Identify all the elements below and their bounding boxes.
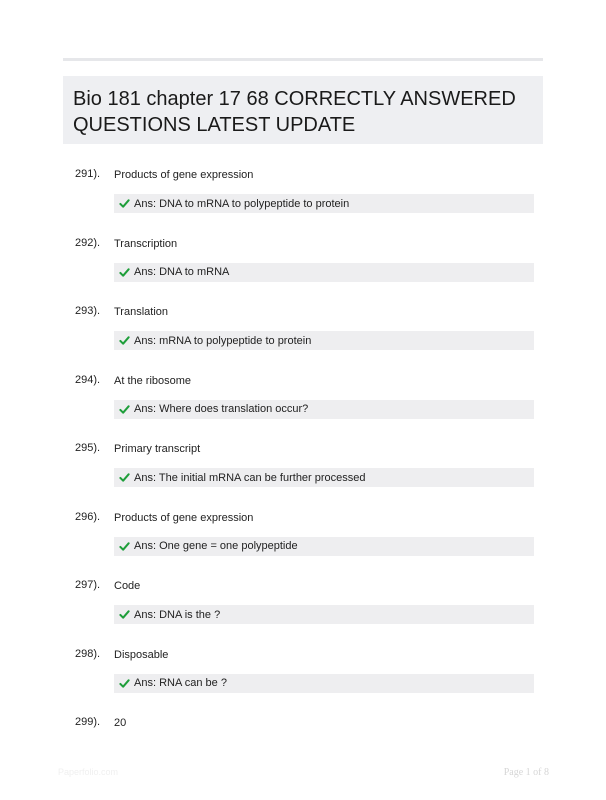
question-number: 298). <box>75 647 101 660</box>
question-text: At the ribosome <box>114 374 192 387</box>
answer-text: Ans: mRNA to polypeptide to protein <box>134 334 312 347</box>
answer-text: Ans: DNA to mRNA <box>134 266 230 278</box>
question-number: 297). <box>75 579 101 591</box>
question-list <box>63 166 543 783</box>
question-item <box>63 166 543 235</box>
answer-text: Ans: DNA to mRNA to polypeptide to protein <box>134 197 350 210</box>
question-text: Primary transcript <box>114 443 201 455</box>
answer-box <box>114 331 534 350</box>
answer-text: Ans: Where does translation occur? <box>134 403 309 415</box>
question-number: 291). <box>75 168 101 180</box>
question-text: Products of gene expression <box>114 169 254 181</box>
question-number: 292). <box>75 236 101 249</box>
title-box <box>63 76 543 144</box>
check-icon <box>119 198 130 209</box>
answer-box <box>114 605 534 624</box>
question-item <box>63 372 543 441</box>
question-item <box>63 303 543 372</box>
answer-box <box>114 537 534 556</box>
question-number: 299). <box>75 716 101 728</box>
check-icon <box>119 678 130 689</box>
footer-watermark: Paperfolio.com <box>58 767 119 777</box>
check-icon <box>119 267 130 278</box>
check-icon <box>119 541 130 552</box>
question-number: 295). <box>75 442 101 454</box>
answer-text: Ans: DNA is the ? <box>134 608 221 621</box>
question-item <box>63 440 543 509</box>
question-number: 293). <box>75 305 101 317</box>
question-item <box>63 509 543 578</box>
check-icon <box>119 335 130 346</box>
check-icon <box>119 609 130 620</box>
question-number: 294). <box>75 373 101 386</box>
check-icon <box>119 472 130 483</box>
top-divider <box>63 58 543 61</box>
answer-box <box>114 674 534 693</box>
answer-text: Ans: One gene = one polypeptide <box>134 540 298 552</box>
answer-text: Ans: The initial mRNA can be further processed <box>134 471 366 484</box>
question-item <box>63 235 543 304</box>
question-text: Products of gene expression <box>114 511 254 524</box>
question-text: Transcription <box>114 237 178 250</box>
answer-box <box>114 468 534 487</box>
answer-box <box>114 400 534 419</box>
page-number: Page 1 of 8 <box>503 767 549 778</box>
question-text: 20 <box>114 717 127 729</box>
answer-box <box>114 263 534 282</box>
question-item <box>63 577 543 646</box>
page-title: Bio 181 chapter 17 68 CORRECTLY ANSWERED QUESTIONS LATEST UPDATE <box>73 88 516 136</box>
answer-box <box>114 194 534 213</box>
question-text: Disposable <box>114 648 169 661</box>
question-text: Translation <box>114 306 169 318</box>
question-item <box>63 714 543 783</box>
answer-text: Ans: RNA can be ? <box>134 677 227 689</box>
question-item <box>63 646 543 715</box>
question-number: 296). <box>75 510 101 523</box>
check-icon <box>119 404 130 415</box>
question-text: Code <box>114 580 141 592</box>
